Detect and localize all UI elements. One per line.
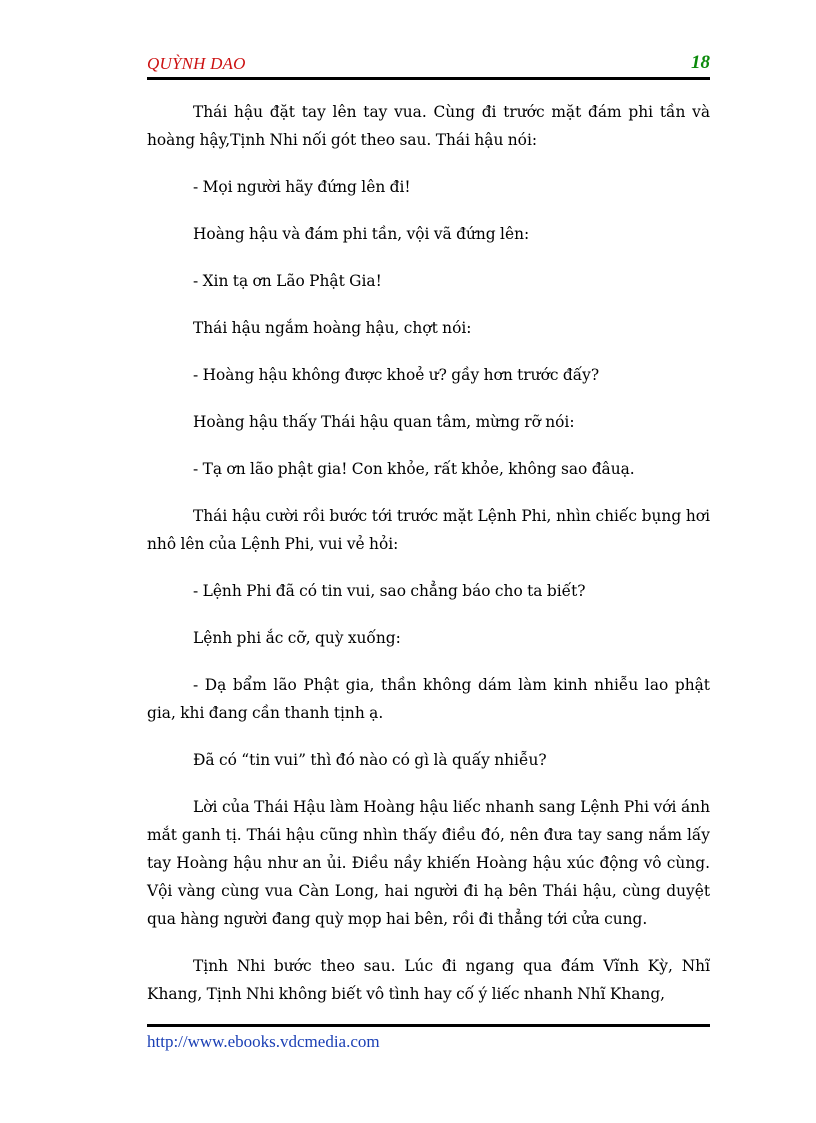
- paragraph: - Mọi người hãy đứng lên đi!: [193, 178, 411, 196]
- paragraph: Thái hậu cười rồi bước tới trước mặt Lệnh Phi, nhìn chiếc bụng hơi nhô lên của Lệnh Phi, vui vẻ hỏi:: [147, 507, 710, 553]
- paragraph: - Xin tạ ơn Lão Phật Gia!: [193, 272, 382, 290]
- paragraph: Thái hậu đặt tay lên tay vua. Cùng đi trước mặt đám phi tần và hoàng hậy,Tịnh Nhi nối gót theo sau. Thái hậu nói:: [147, 103, 710, 149]
- paragraph: Lời của Thái Hậu làm Hoàng hậu liếc nhanh sang Lệnh Phi với ánh mắt ganh tị. Thái hậu cũng nhìn thấy điều đó, nên đưa tay sang nắm lấy tay Hoàng hậu như an ủi. Điều nầy khiến Hoàng hậu xúc động vô cùng. Vội vàng cùng vua Càn Long, hai người đi hạ bên Thái hậu, cùng duyệt qua hàng người đang quỳ mọp hai bên, rồi đi thẳng tới cửa cung.: [147, 798, 710, 928]
- paragraph: - Tạ ơn lão phật gia! Con khỏe, rất khỏe, không sao đâuạ.: [193, 460, 635, 478]
- header-title: QUỲNH DAO: [147, 54, 246, 73]
- header-divider: [147, 77, 710, 80]
- paragraph: Tịnh Nhi bước theo sau. Lúc đi ngang qua đám Vĩnh Kỳ, Nhĩ Khang, Tịnh Nhi không biết vô tình hay cố ý liếc nhanh Nhĩ Khang,: [147, 957, 710, 1003]
- page-number: 18: [691, 52, 710, 73]
- paragraph: - Hoàng hậu không được khoẻ ư? gầy hơn trước đấy?: [193, 366, 600, 384]
- paragraph: Hoàng hậu thấy Thái hậu quan tâm, mừng rỡ nói:: [193, 413, 575, 431]
- footer-url-link[interactable]: http://www.ebooks.vdcmedia.com: [147, 1032, 380, 1051]
- page-header: [147, 54, 710, 78]
- paragraph: Thái hậu ngắm hoàng hậu, chợt nói:: [193, 319, 472, 337]
- paragraph: - Lệnh Phi đã có tin vui, sao chẳng báo cho ta biết?: [193, 582, 586, 600]
- paragraph: Đã có “tin vui” thì đó nào có gì là quấy nhiễu?: [193, 751, 547, 769]
- paragraph: Lệnh phi ắc cỡ, quỳ xuống:: [193, 629, 401, 647]
- paragraph: Hoàng hậu và đám phi tần, vội vã đứng lên:: [193, 225, 530, 243]
- body-text: [147, 98, 710, 1027]
- footer-divider: [147, 1024, 710, 1027]
- paragraph: - Dạ bẩm lão Phật gia, thần không dám làm kinh nhiễu lao phật gia, khi đang cần thanh tịnh ạ.: [147, 676, 710, 722]
